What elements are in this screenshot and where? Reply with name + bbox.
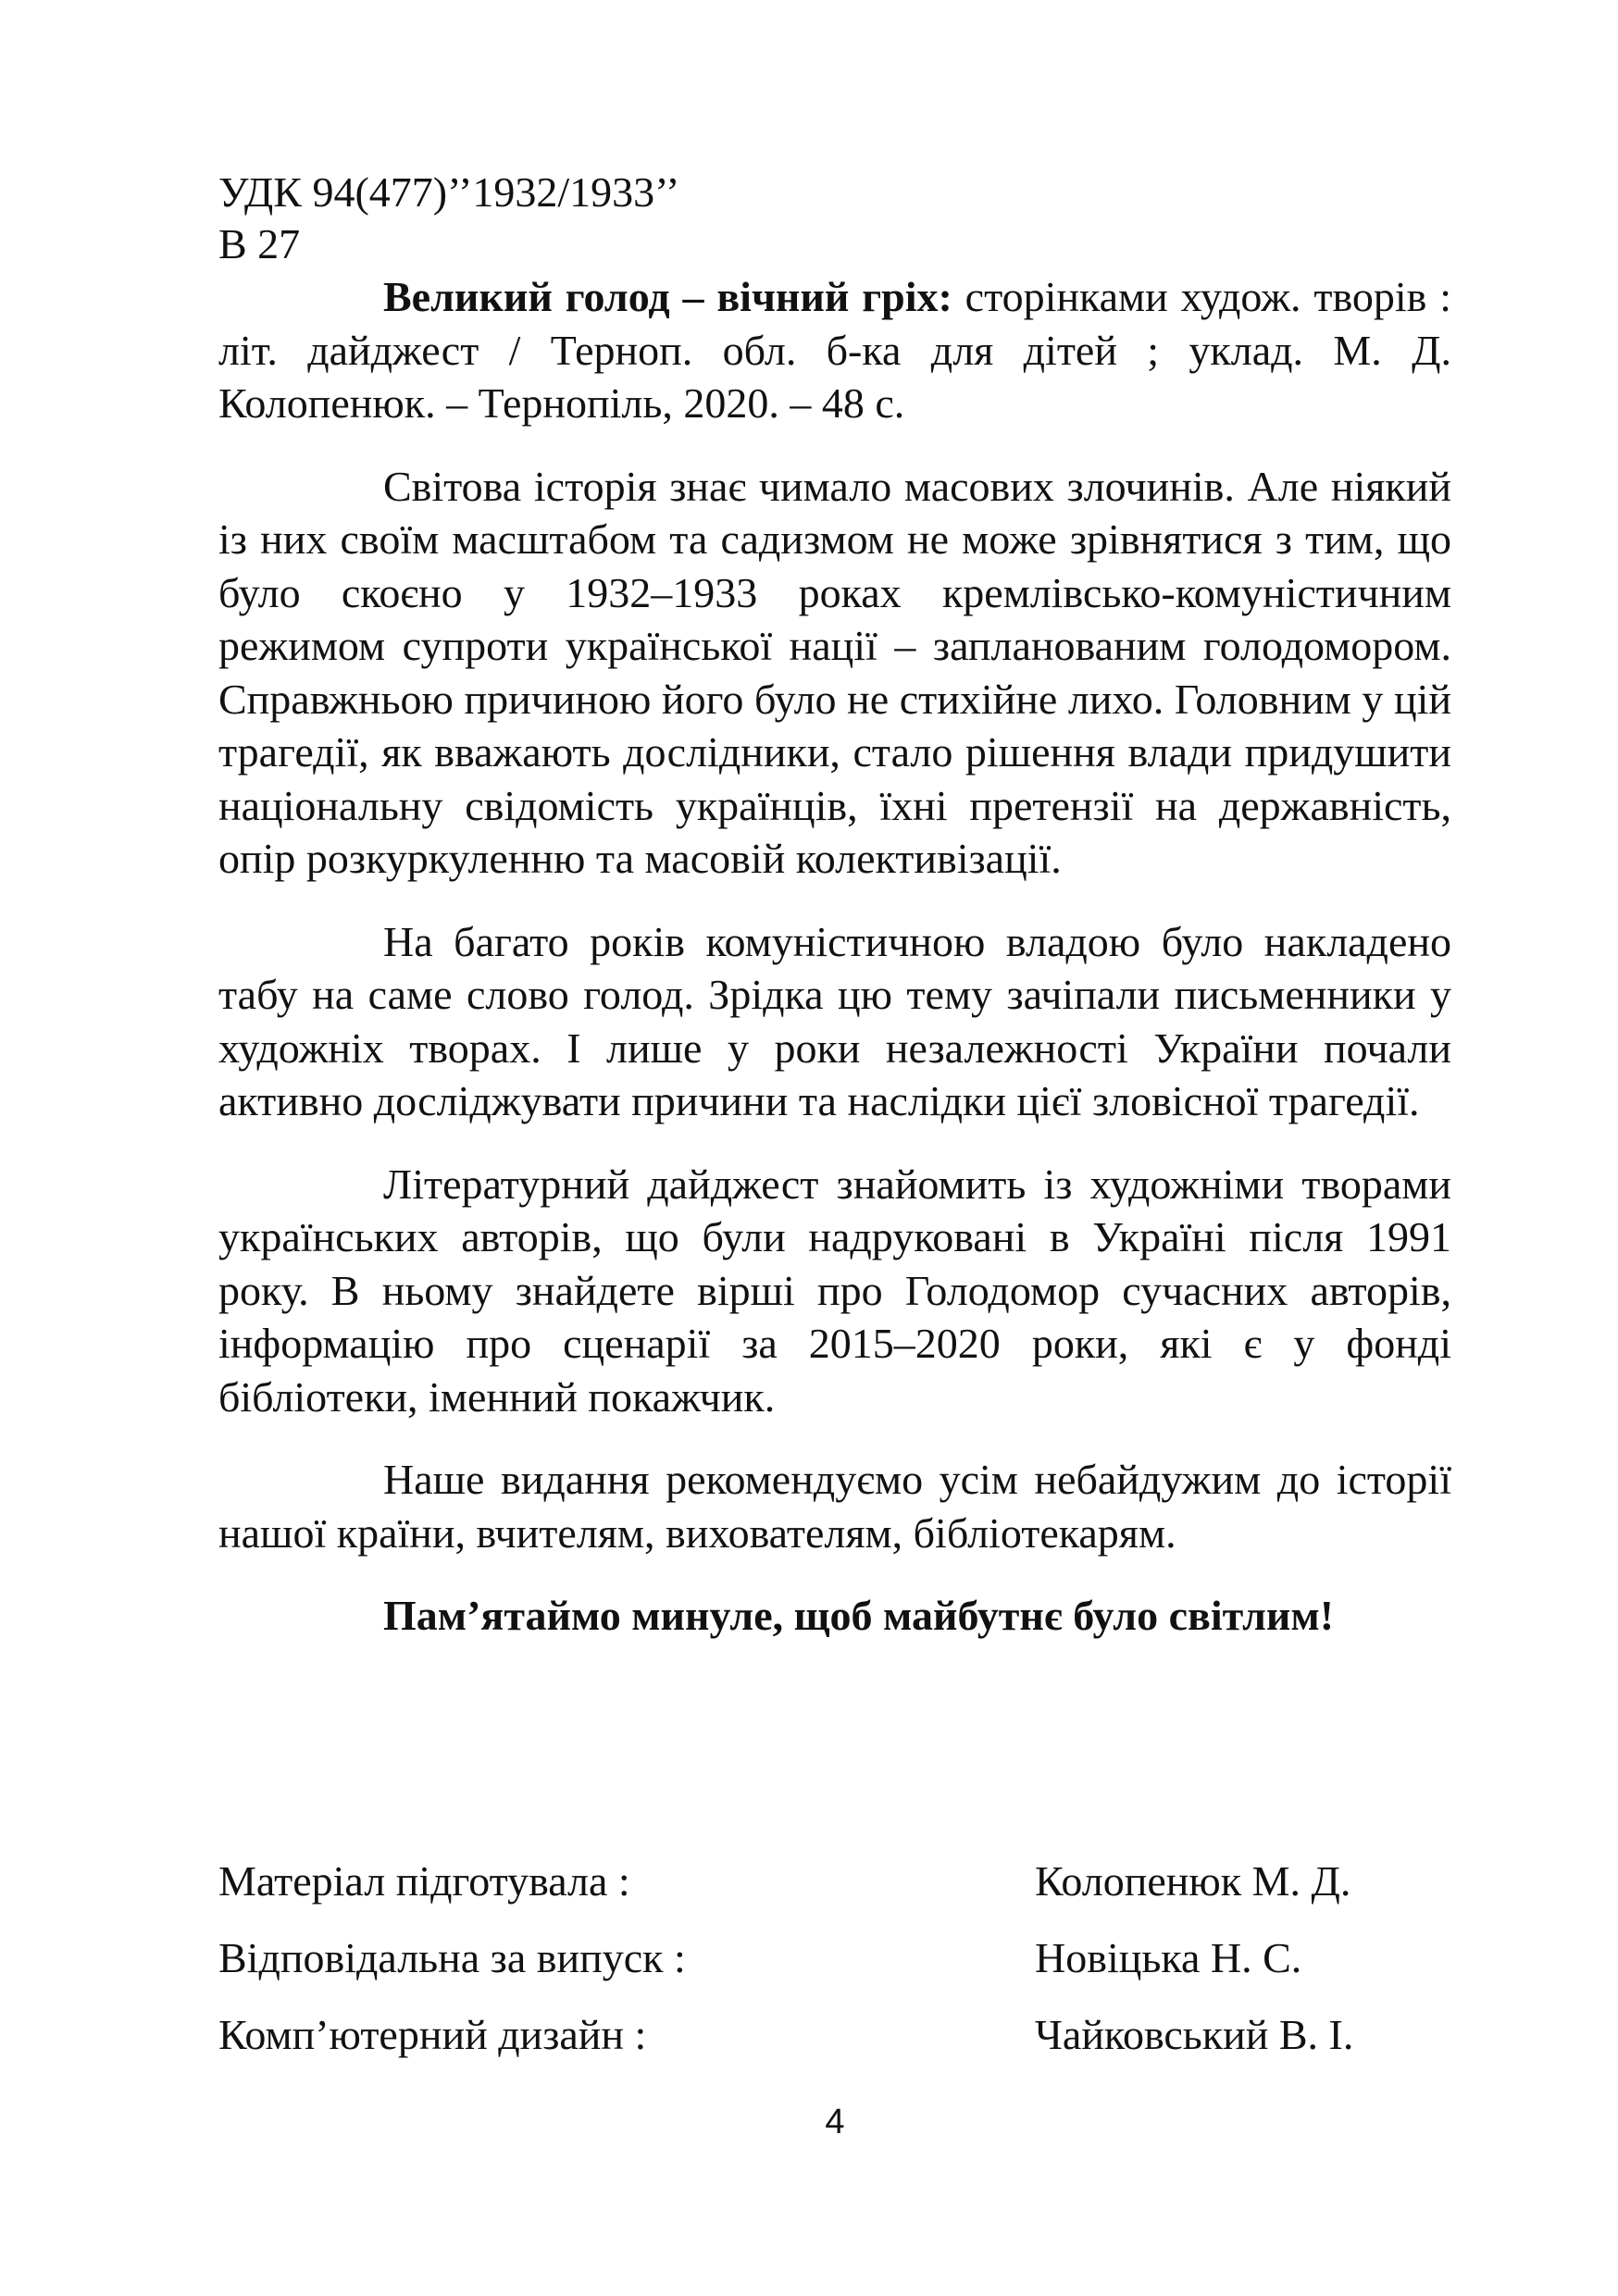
motto: Пам’ятаймо минуле, щоб майбутнє було світлим! bbox=[383, 1592, 1335, 1639]
paragraph-3: Літературний дайджест знайомить із художніми творами українських авторів, що були надруковані в Україні після 1991 року. В ньому знайдете вірші про Голодомор сучасних авторів, інформацію про сценарії за 2015–2020 роки, які є у фонді бібліотеки, іменний покажчик. bbox=[218, 1160, 1451, 1421]
credit-label: Матеріал підготувала : bbox=[218, 1857, 630, 1905]
book-title: Великий голод – вічний гріх: bbox=[383, 273, 952, 320]
credit-row bbox=[218, 1855, 1451, 1932]
bibliographic-details: сторінками худож. творів : літ. дайджест / Терноп. обл. б-ка для дітей ; уклад. М. Д. Колопенюк. – Тернопіль, 2020. – 48 с. bbox=[218, 273, 1451, 427]
udk-block bbox=[218, 167, 679, 270]
credit-name: Новіцька Н. С. bbox=[1035, 1934, 1302, 1981]
credits bbox=[218, 1855, 1451, 2086]
udk-code: УДК 94(477)’’1932/1933’’ bbox=[218, 168, 680, 216]
paragraph-2: На багато років комуністичною владою було накладено табу на саме слово голод. Зрідка цю тему зачіпали письменники у художніх творах. І лише у роки незалежності України почали активно досліджувати причини та наслідки цієї зловісної трагедії. bbox=[218, 917, 1451, 1124]
page-number: 4 bbox=[825, 2103, 845, 2141]
main-text bbox=[218, 270, 1451, 1643]
author-mark: В 27 bbox=[218, 220, 301, 267]
credit-row bbox=[218, 1932, 1451, 2009]
credit-label: Відповідальна за випуск : bbox=[218, 1934, 686, 1981]
credit-label: Комп’ютерний дизайн : bbox=[218, 2011, 647, 2058]
paragraph-1: Світова історія знає чимало масових злочинів. Але ніякий із них своїм масштабом та садизмом не може зрівнятися з тим, що було скоєно у 1932–1933 роках кремлівсько-комуністичним режимом супроти української нації – запланованим голодомором. Справжньою причиною його було не стихійне лихо. Головним у цій трагедії, як вважають дослідники, стало рішення влади придушити національну свідомість українців, їхні претензії на державність, опір розкуркуленню та масовій колективізації. bbox=[218, 462, 1451, 882]
bibliographic-description bbox=[218, 270, 1451, 430]
credit-name: Чайковський В. І. bbox=[1035, 2011, 1354, 2058]
credit-row bbox=[218, 2009, 1451, 2086]
credit-name: Колопенюк М. Д. bbox=[1035, 1857, 1351, 1905]
paragraph-4: Наше видання рекомендуємо усім небайдужим до історії нашої країни, вчителям, вихователям, бібліотекарям. bbox=[218, 1456, 1451, 1557]
